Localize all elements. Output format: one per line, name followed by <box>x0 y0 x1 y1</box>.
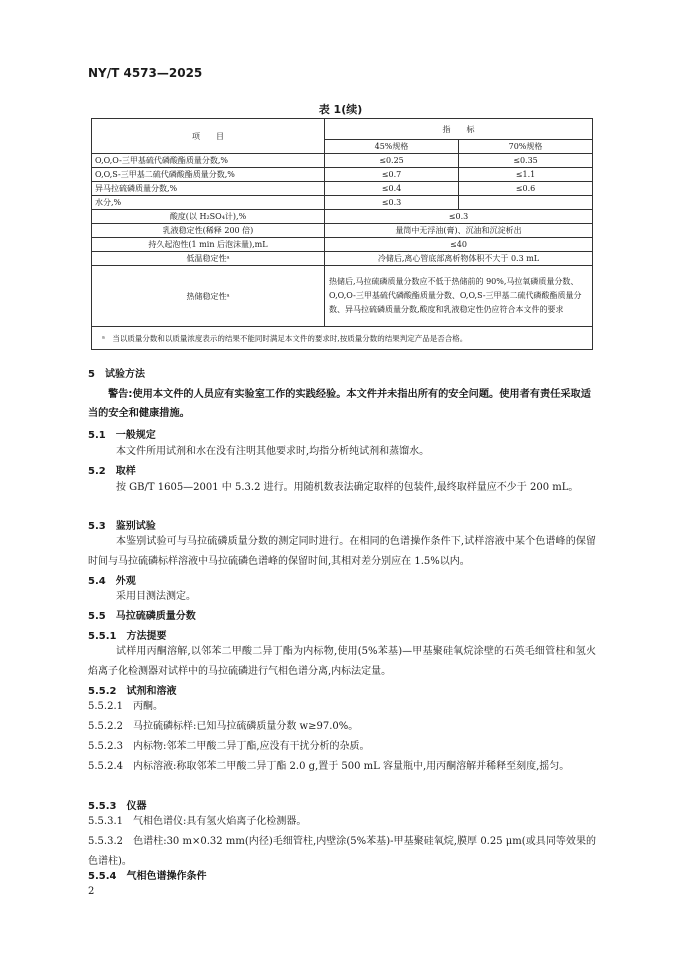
s5-5-2-2: 5.5.2.2 马拉硫磷标样:已知马拉硫磷质量分数 w≥97.0%。 <box>88 721 359 732</box>
s5-5-3-1: 5.5.3.1 气相色谱仪:具有氢火焰离子化检测器。 <box>88 816 307 827</box>
s5-5-3-2: 5.5.3.2 色谱柱:30 m×0.32 mm(内径)毛细管柱,内壁涂(5%苯基)-甲基聚硅氧烷,膜厚 0.25 μm(或具同等效果的色谱柱)。 <box>88 836 596 867</box>
s5-5-2-3: 5.5.2.3 内标物:邻苯二甲酸二异丁酯,应没有干扰分析的杂质。 <box>88 741 370 752</box>
s5-5-heading: 5.5 马拉硫磷质量分数 <box>88 611 196 622</box>
section-5-heading: 5 试验方法 <box>88 369 145 380</box>
row-v70: ≤0.35 <box>459 154 593 168</box>
row-item: 水分,% <box>92 196 325 210</box>
row-item: 低温稳定性ᵃ <box>92 252 325 266</box>
row-v45: ≤0.3 <box>325 196 459 210</box>
s5-5-1-heading: 5.5.1 方法提要 <box>88 631 167 642</box>
row-item: 乳液稳定性(稀释 200 倍) <box>92 224 325 238</box>
s5-4-heading: 5.4 外观 <box>88 576 136 587</box>
s5-5-2-4: 5.5.2.4 内标溶液:称取邻苯二甲酸二异丁酯 2.0 g,置于 500 mL 容量瓶中,用丙酮溶解并稀释至刻度,摇匀。 <box>88 761 570 772</box>
row-item: 酸度(以 H₂SO₄计),% <box>92 210 325 224</box>
header-45: 45%规格 <box>325 140 459 154</box>
s5-5-4-heading: 5.5.4 气相色谱操作条件 <box>88 871 207 882</box>
table-footnote: ᵃ 当以质量分数和以质量浓度表示的结果不能同时满足本文件的要求时,按质量分数的结果判定产品是否合格。 <box>92 327 593 350</box>
row-v70: ≤1.1 <box>459 168 593 182</box>
header-70: 70%规格 <box>459 140 593 154</box>
table-row <box>92 168 593 182</box>
s5-1-text: 本文件所用试剂和水在没有注明其他要求时,均指分析纯试剂和蒸馏水。 <box>116 446 430 457</box>
row-value: 冷储后,离心管底部离析物体积不大于 0.3 mL <box>325 252 593 266</box>
row-v70 <box>459 196 593 210</box>
table-row <box>92 224 593 238</box>
table-row <box>92 266 593 327</box>
row-item: O,O,O-三甲基硫代磷酸酯质量分数,% <box>92 154 325 168</box>
s5-2-heading: 5.2 取样 <box>88 466 136 477</box>
row-v70: ≤0.6 <box>459 182 593 196</box>
warning-text: 警告:使用本文件的人员应有实验室工作的实践经验。本文件并未指出所有的安全问题。使用者有责任采取适当的安全和健康措施。 <box>88 389 591 419</box>
table-row <box>92 182 593 196</box>
row-item: 异马拉硫磷质量分数,% <box>92 182 325 196</box>
header-index: 指 标 <box>325 119 593 140</box>
row-value: ≤0.3 <box>325 210 593 224</box>
row-v45: ≤0.25 <box>325 154 459 168</box>
s5-1-heading: 5.1 一般规定 <box>88 430 156 441</box>
row-value: ≤40 <box>325 238 593 252</box>
row-value: 量筒中无浮油(膏)、沉油和沉淀析出 <box>325 224 593 238</box>
row-item: O,O,S-三甲基二硫代磷酸酯质量分数,% <box>92 168 325 182</box>
s5-5-3-heading: 5.5.3 仪器 <box>88 801 147 812</box>
table-row <box>92 154 593 168</box>
s5-4-text: 采用目测法测定。 <box>116 591 196 602</box>
header-item: 项 目 <box>92 119 325 154</box>
s5-3-text: 本鉴别试验可与马拉硫磷质量分数的测定同时进行。在相同的色谱操作条件下,试样溶液中某个色谱峰的保留时间与马拉硫磷标样溶液中马拉硫磷色谱峰的保留时间,其相对差分别应在 1.5%以内。 <box>88 536 596 567</box>
s5-5-2-heading: 5.5.2 试剂和溶液 <box>88 686 177 697</box>
standard-number: NY/T 4573—2025 <box>88 66 203 80</box>
s5-2-text: 按 GB/T 1605—2001 中 5.3.2 进行。用随机数表法确定取样的包装件,最终取样量应不少于 200 mL。 <box>116 482 579 493</box>
row-value: 热储后,马拉硫磷质量分数应不低于热储前的 90%,马拉氧磷质量分数、O,O,O-三甲基硫代磷酸酯质量分数、O,O,S-三甲基二硫代磷酸酯质量分数、异马拉硫磷质量分数,酸度和乳液稳定性仍应符合本文件的要求 <box>325 266 593 327</box>
table-row <box>92 210 593 224</box>
s5-5-1-text: 试样用丙酮溶解,以邻苯二甲酸二异丁酯为内标物,使用(5%苯基)—甲基聚硅氧烷涂壁的石英毛细管柱和氢火焰离子化检测器对试样中的马拉硫磷进行气相色谱分离,内标法定量。 <box>88 646 596 677</box>
row-v45: ≤0.7 <box>325 168 459 182</box>
s5-5-2-1: 5.5.2.1 丙酮。 <box>88 701 163 712</box>
page-number: 2 <box>88 886 95 897</box>
table-row <box>92 238 593 252</box>
table-caption: 表 1(续) <box>318 103 363 116</box>
s5-3-heading: 5.3 鉴别试验 <box>88 521 156 532</box>
row-item: 持久起泡性(1 min 后泡沫量),mL <box>92 238 325 252</box>
row-item: 热储稳定性ᵃ <box>92 266 325 327</box>
table-row <box>92 252 593 266</box>
table-row <box>92 196 593 210</box>
row-v45: ≤0.4 <box>325 182 459 196</box>
spec-table <box>91 118 593 350</box>
